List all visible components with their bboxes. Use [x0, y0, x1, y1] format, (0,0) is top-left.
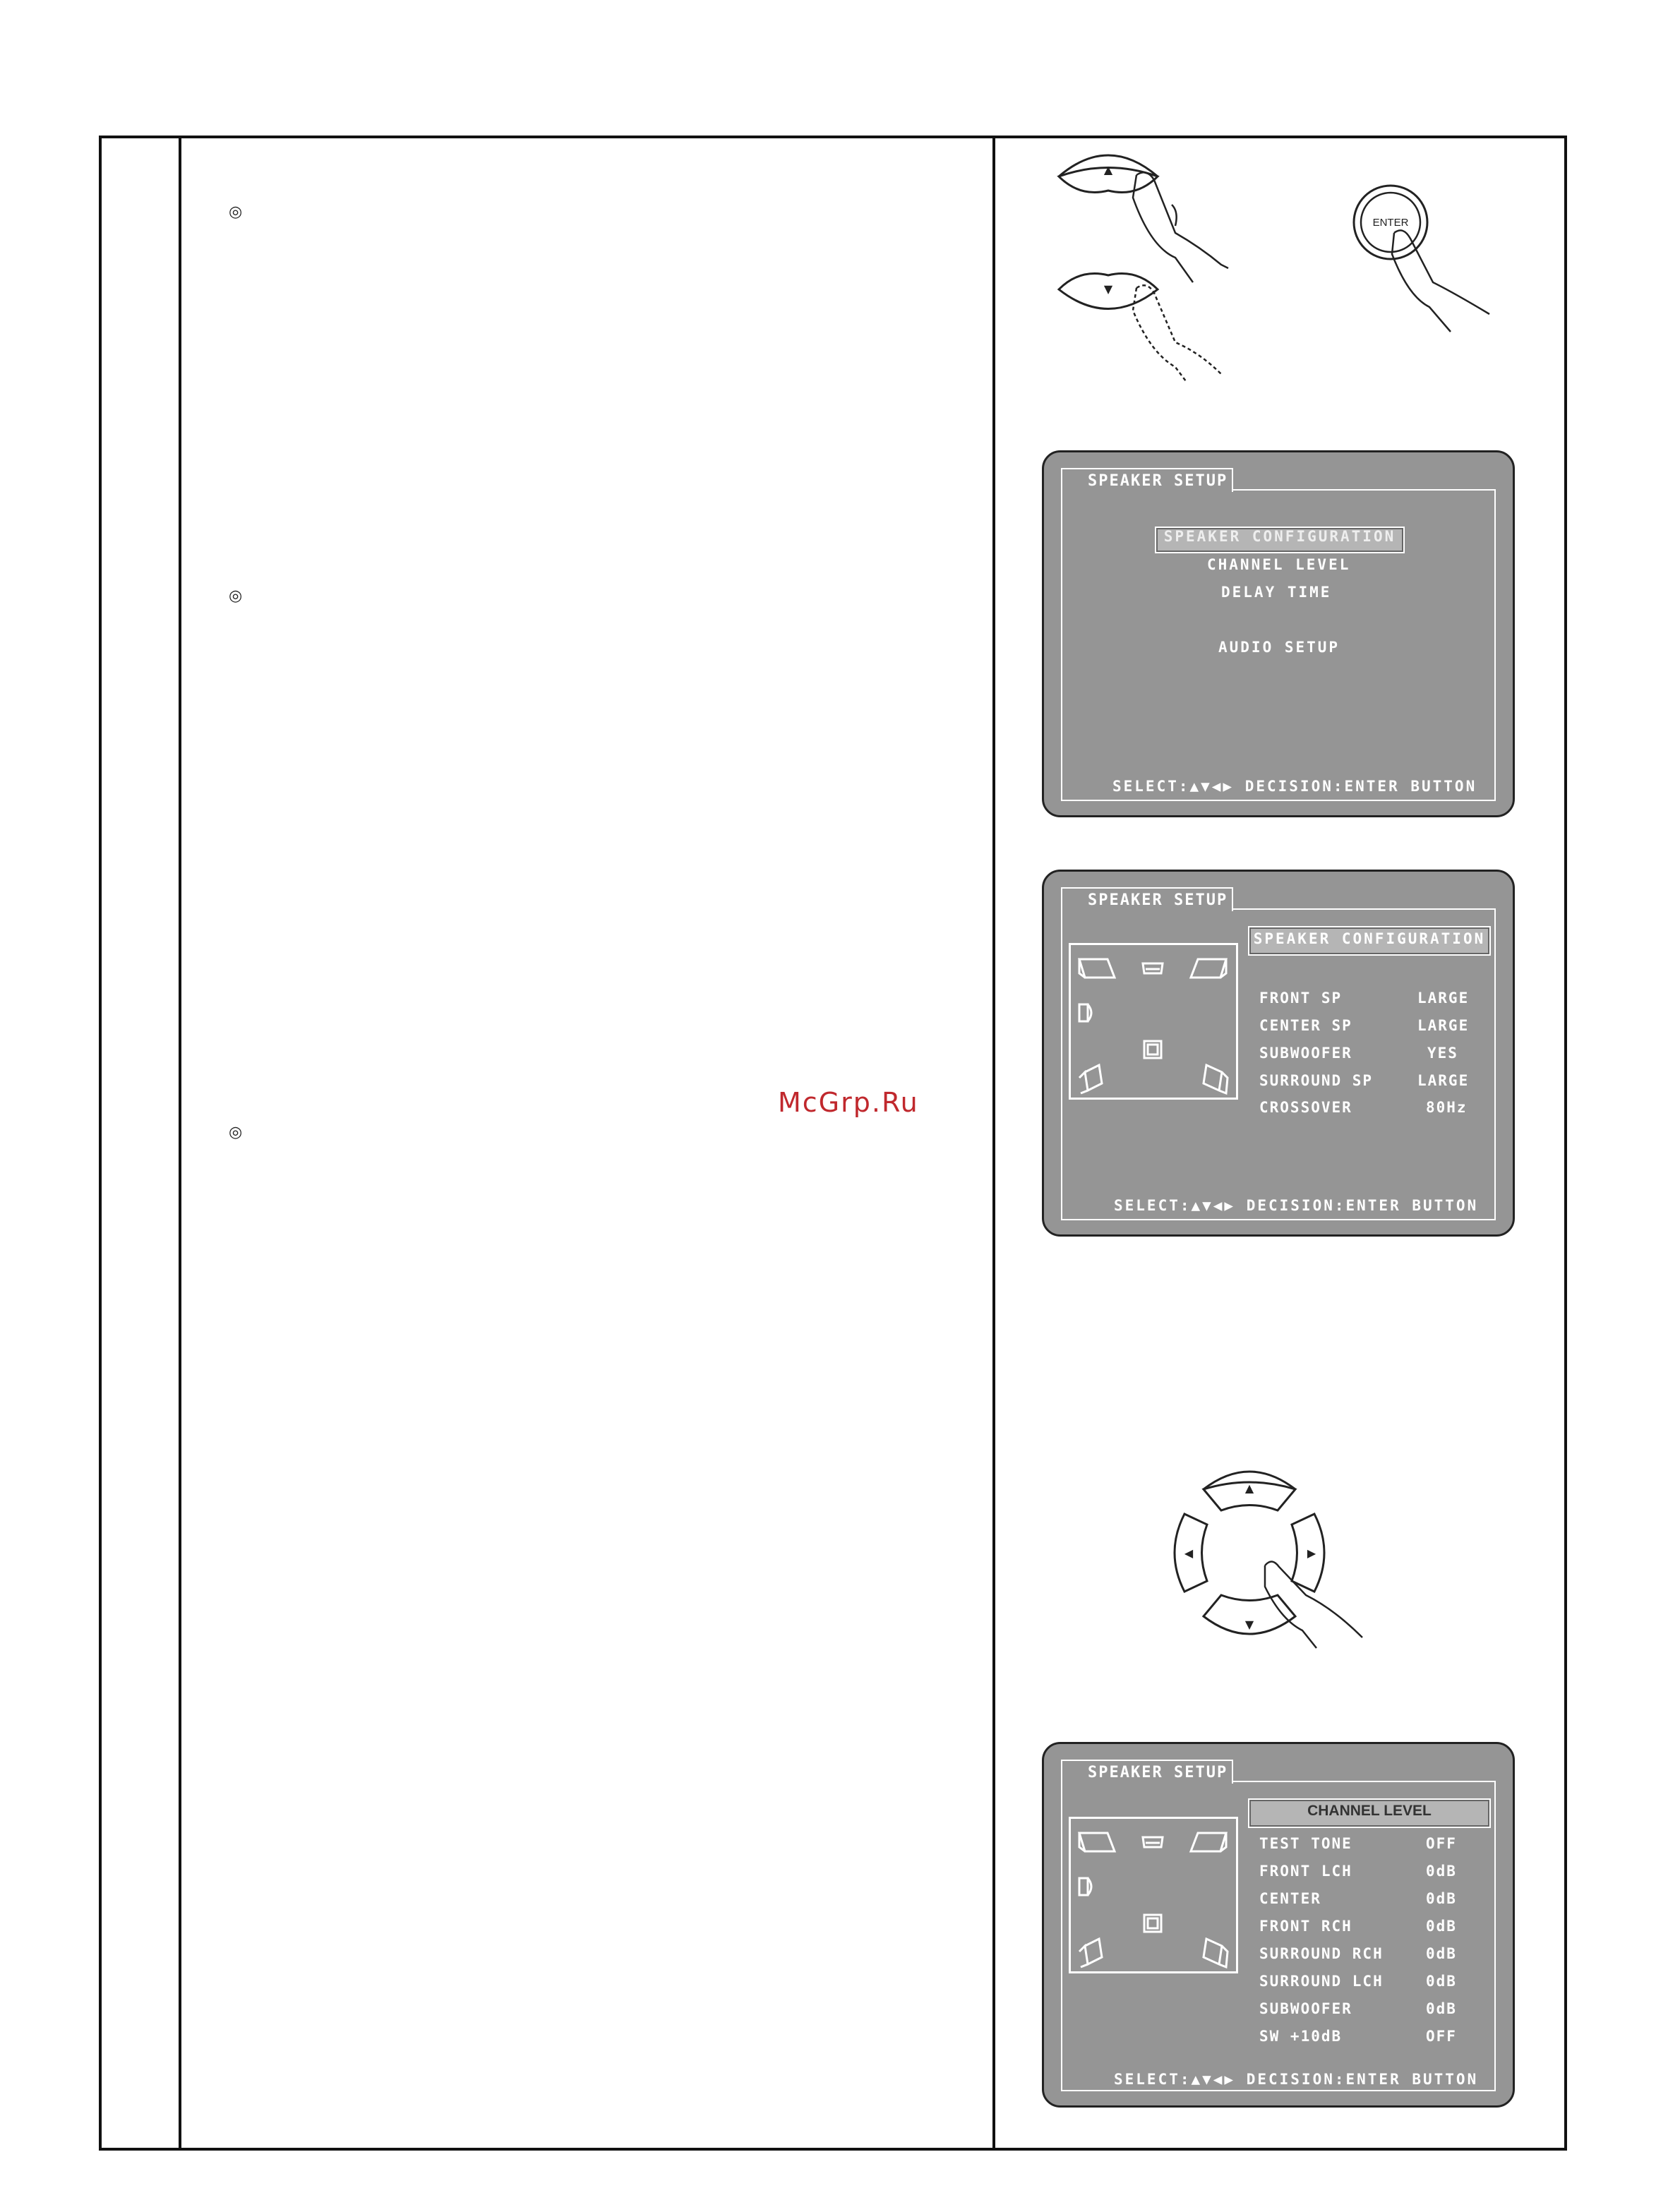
config-row[interactable]: SUBWOOFER YES: [1259, 1045, 1458, 1062]
down-arrow-icon: ▼: [1103, 282, 1113, 296]
listener-icon: [1144, 1915, 1161, 1932]
level-row[interactable]: FRONT LCH 0dB: [1259, 1863, 1457, 1880]
left-margin-divider: [179, 136, 181, 2151]
section-header-channel-level: CHANNEL LEVEL: [1248, 1798, 1491, 1828]
tab-speaker-setup: SPEAKER SETUP: [1061, 468, 1233, 492]
osd-footer-instructions: SELECT:▲▼◀▶ DECISION:ENTER BUTTON: [1114, 2071, 1479, 2088]
center-speaker-icon: [1143, 1837, 1163, 1847]
config-row[interactable]: CROSSOVER 80Hz: [1259, 1099, 1468, 1116]
level-row[interactable]: CENTER 0dB: [1259, 1890, 1457, 1907]
front-left-speaker-icon: [1079, 1833, 1115, 1851]
menu-item-delay-time[interactable]: DELAY TIME: [1221, 584, 1332, 601]
bullet-mark: ◎: [229, 1124, 243, 1141]
config-row[interactable]: FRONT SP LARGE: [1259, 990, 1470, 1006]
surround-left-speaker-icon: [1079, 1065, 1102, 1093]
level-row[interactable]: TEST TONE OFF: [1259, 1835, 1457, 1852]
column-divider: [992, 136, 995, 2151]
up-arrow-icon: ▲: [1244, 1481, 1254, 1495]
speaker-layout-diagram: [1069, 1817, 1238, 1973]
speaker-layout-diagram: [1069, 943, 1238, 1100]
level-row[interactable]: SURROUND LCH 0dB: [1259, 1973, 1457, 1990]
level-row[interactable]: FRONT RCH 0dB: [1259, 1918, 1457, 1935]
osd-footer-instructions: SELECT:▲▼◀▶ DECISION:ENTER BUTTON: [1112, 778, 1477, 795]
front-left-speaker-icon: [1079, 959, 1115, 978]
config-row[interactable]: CENTER SP LARGE: [1259, 1017, 1470, 1034]
surround-right-speaker-icon: [1204, 1065, 1228, 1093]
menu-item-channel-level[interactable]: CHANNEL LEVEL: [1207, 556, 1351, 573]
tab-speaker-setup: SPEAKER SETUP: [1061, 1760, 1233, 1784]
right-arrow-icon: ▶: [1307, 1546, 1316, 1560]
menu-item-audio-setup[interactable]: AUDIO SETUP: [1218, 639, 1340, 656]
menu-item-speaker-configuration[interactable]: SPEAKER CONFIGURATION: [1155, 527, 1405, 553]
up-down-buttons-illustration: [1052, 141, 1235, 381]
down-arrow-icon: ▼: [1244, 1618, 1254, 1631]
hand-icon: [1133, 172, 1228, 282]
level-row[interactable]: SUBWOOFER 0dB: [1259, 2000, 1457, 2017]
level-row[interactable]: SW +10dB OFF: [1259, 2028, 1457, 2045]
config-row[interactable]: SURROUND SP LARGE: [1259, 1072, 1470, 1089]
front-right-speaker-icon: [1191, 1833, 1226, 1851]
enter-label: ENTER: [1372, 217, 1409, 229]
surround-left-speaker-icon: [1079, 1939, 1102, 1967]
bullet-mark: ◎: [229, 203, 243, 221]
hand-dashed-icon: [1133, 285, 1221, 381]
section-header-speaker-configuration: SPEAKER CONFIGURATION: [1248, 926, 1491, 956]
left-arrow-icon: ◀: [1184, 1546, 1194, 1560]
center-speaker-icon: [1143, 963, 1163, 973]
bullet-mark: ◎: [229, 587, 243, 605]
listener-icon: [1144, 1041, 1161, 1058]
level-row[interactable]: SURROUND RCH 0dB: [1259, 1945, 1457, 1962]
direction-pad-illustration: [1165, 1461, 1376, 1652]
surround-right-speaker-icon: [1204, 1939, 1228, 1967]
subwoofer-icon: [1079, 1878, 1091, 1895]
up-arrow-icon: ▲: [1103, 163, 1113, 176]
front-right-speaker-icon: [1191, 959, 1226, 978]
osd-footer-instructions: SELECT:▲▼◀▶ DECISION:ENTER BUTTON: [1114, 1197, 1479, 1214]
subwoofer-icon: [1079, 1004, 1091, 1021]
tab-speaker-setup: SPEAKER SETUP: [1061, 887, 1233, 911]
watermark: McGrp.Ru: [778, 1087, 919, 1118]
osd-screen-speaker-setup: [1042, 450, 1515, 817]
enter-button-illustration: [1341, 176, 1504, 339]
